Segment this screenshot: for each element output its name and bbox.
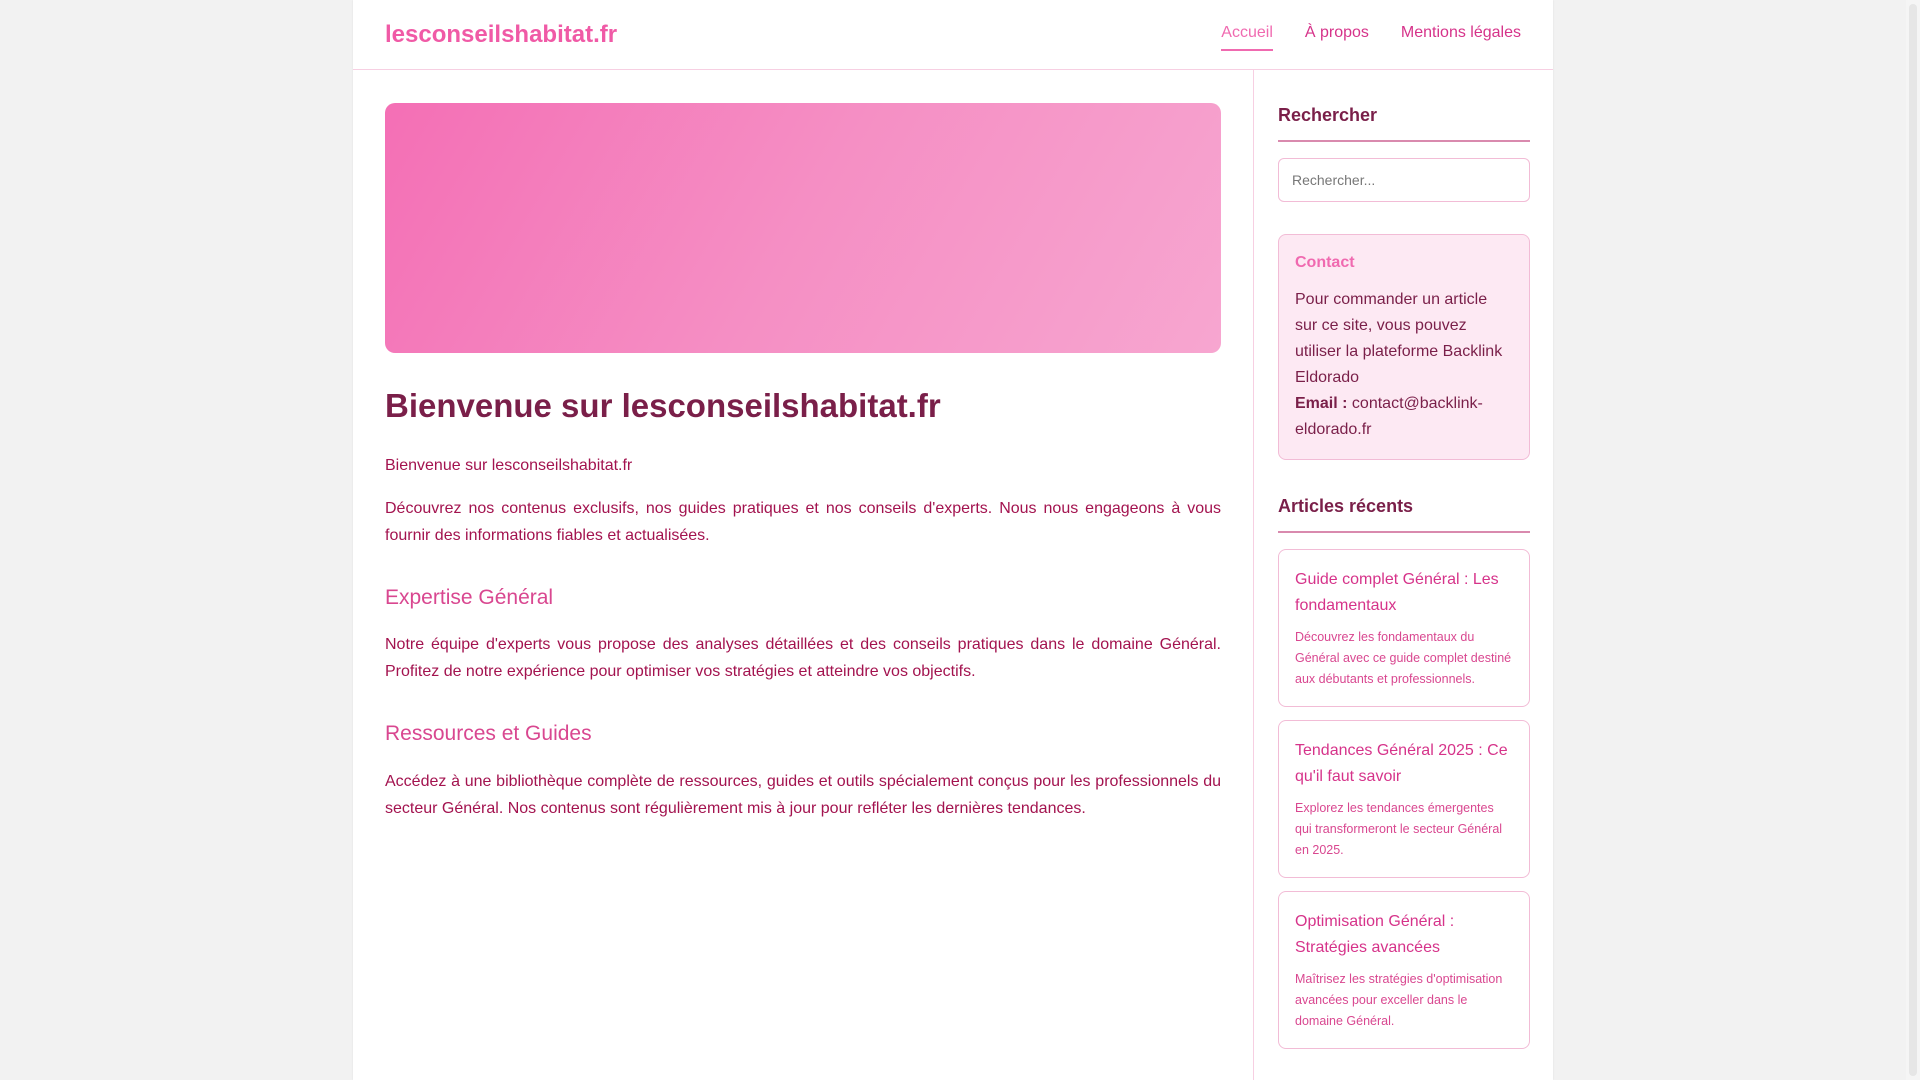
intro-text: Bienvenue sur lesconseilshabitat.fr bbox=[385, 457, 633, 474]
article-description: Découvrez les fondamentaux du Général avec ce guide complet destiné aux débutants et professionnels. bbox=[1295, 630, 1512, 686]
scrollbar-thumb[interactable] bbox=[1909, 4, 1917, 1076]
search-heading: Rechercher bbox=[1278, 103, 1530, 142]
contact-title: Contact bbox=[1295, 254, 1355, 271]
hero-banner bbox=[385, 103, 1221, 353]
article-description: Maîtrisez les stratégies d'optimisation avancées pour exceller dans le domaine Général. bbox=[1295, 972, 1503, 1028]
article-card bbox=[1278, 720, 1530, 878]
nav-item-mentions-legales[interactable]: Mentions légales bbox=[1400, 24, 1521, 41]
article-description: Explorez les tendances émergentes qui transformeront le secteur Général en 2025. bbox=[1295, 801, 1503, 857]
search-input[interactable] bbox=[1278, 158, 1530, 202]
article-title-link[interactable]: Tendances Général 2025 : Ce qu'il faut savoir bbox=[1295, 742, 1508, 785]
contact-box bbox=[1278, 234, 1530, 460]
nav-item-accueil[interactable]: Accueil bbox=[1221, 24, 1273, 51]
article-card bbox=[1278, 891, 1530, 1049]
contact-email-label: Email : bbox=[1295, 395, 1348, 412]
section-text-ressources: Accédez à une bibliothèque complète de ressources, guides et outils spécialement conçus pour les professionnels du secteur Général. Nos contenus sont régulièrement mis à jour pour refléter les dernières tendances. bbox=[385, 773, 1221, 817]
contact-email: contact@backlink-eldorado.fr bbox=[1295, 395, 1483, 438]
section-heading-expertise: Expertise Général bbox=[385, 586, 554, 609]
site-title-link[interactable]: lesconseilshabitat.fr bbox=[385, 21, 618, 48]
article-card bbox=[1278, 549, 1530, 707]
article-title-link[interactable]: Guide complet Général : Les fondamentaux bbox=[1295, 571, 1499, 614]
page-title: Bienvenue sur lesconseilshabitat.fr bbox=[385, 387, 941, 424]
contact-description: Pour commander un article sur ce site, vous pouvez utiliser la plateforme Backlink Eldorado bbox=[1295, 291, 1503, 386]
lead-text: Découvrez nos contenus exclusifs, nos guides pratiques et nos conseils d'experts. Nous nous engageons à vous fournir des informations fiables et actualisées. bbox=[385, 500, 1221, 544]
article-title-link[interactable]: Optimisation Général : Stratégies avancées bbox=[1295, 913, 1455, 956]
site-header bbox=[353, 0, 1553, 70]
section-text-expertise: Notre équipe d'experts vous propose des analyses détaillées et des conseils pratiques dans le domaine Général. Profitez de notre expérience pour optimiser vos stratégies et atteindre vos objectifs. bbox=[385, 636, 1221, 680]
main-nav bbox=[1221, 24, 1521, 51]
nav-item-a-propos[interactable]: À propos bbox=[1304, 24, 1369, 41]
section-heading-ressources: Ressources et Guides bbox=[385, 722, 592, 745]
column-divider bbox=[1253, 70, 1254, 1080]
page-scrollbar[interactable] bbox=[1906, 0, 1920, 1080]
recent-articles-heading: Articles récents bbox=[1278, 494, 1530, 533]
page-container bbox=[353, 0, 1553, 1080]
sidebar bbox=[1278, 103, 1530, 1049]
contact-text bbox=[1295, 287, 1513, 443]
main-content bbox=[385, 103, 1221, 822]
